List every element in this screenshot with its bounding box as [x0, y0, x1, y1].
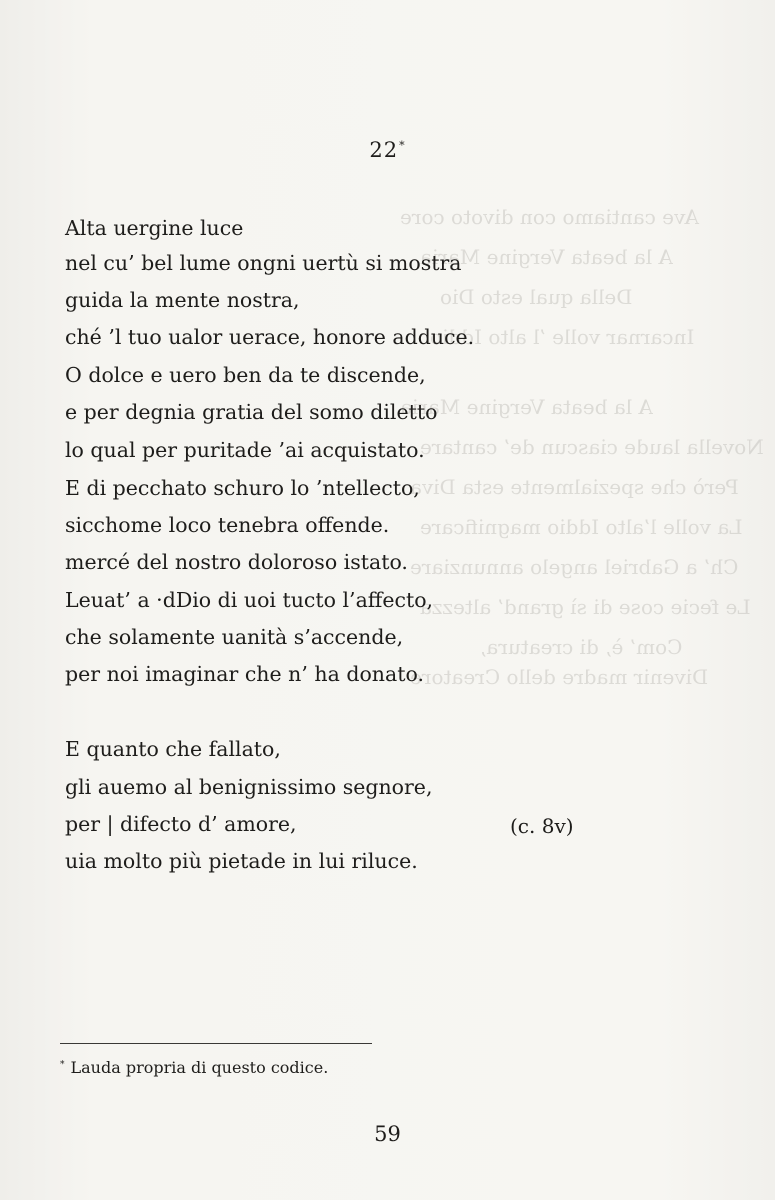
footnote-text: Lauda propria di questo codice. [70, 1058, 329, 1077]
verse-line: che solamente uanità s’accende, [65, 625, 404, 649]
verse-line: per noi imaginar che n’ ha donato. [65, 662, 424, 686]
show-through-text: Però che spezialmente esta Diva [410, 475, 739, 499]
verse-line: guida la mente nostra, [65, 288, 300, 312]
verse-line: Alta uergine luce [65, 216, 244, 240]
verse-line: uia molto più pietade in lui riluce. [65, 849, 418, 873]
show-through-text: Della qual esto Dio [440, 285, 633, 309]
show-through-text: Ch’ a Gabriel angelo annunziare [410, 555, 739, 579]
show-through-text: A la beata Vergine Maria [400, 395, 653, 419]
page-number: 59 [374, 1122, 401, 1146]
show-through-text: La volle l’alto Iddio magnificare [420, 515, 743, 539]
verse-line: nel cu’ bel lume ongni uertù si mostra [65, 251, 462, 275]
poem-number-value: 22 [369, 138, 399, 162]
footnote-mark: * [60, 1059, 65, 1070]
verse-line: e per degnia gratia del somo diletto [65, 400, 438, 424]
verse-line: gli auemo al benignissimo segnore, [65, 775, 433, 799]
footnote-reference-mark: * [399, 139, 406, 152]
footnote [60, 1058, 328, 1077]
verse-line: mercé del nostro doloroso istato. [65, 550, 408, 574]
verse-line: E quanto che fallato, [65, 737, 281, 761]
verse-line: sicchome loco tenebra offende. [65, 513, 390, 537]
verse-line: lo qual per puritade ’ai acquistato. [65, 438, 425, 462]
verse-line: per | difecto d’ amore, [65, 812, 297, 836]
show-through-text: Novella laude ciascun de’ cantare [420, 435, 764, 459]
verse-line: ché ’l tuo ualor uerace, honore adduce. [65, 325, 475, 349]
verse-line: Leuat’ a ·dDio di uoi tucto l’affecto, [65, 588, 434, 612]
verse-line: O dolce e uero ben da te discende, [65, 363, 426, 387]
show-through-text: Ave cantiamo con divoto core [400, 205, 699, 229]
verse-line: E di pecchato schuro lo ’ntellecto, [65, 476, 420, 500]
show-through-text: Incarnar volle ’l alto Iddio [430, 325, 695, 349]
show-through-text: A la beata Vergine Maria [420, 245, 673, 269]
footnote-divider [60, 1043, 372, 1044]
folio-reference: (c. 8v) [510, 814, 574, 838]
show-through-text: Le fecie cose di sì grand’ altezza [420, 595, 751, 619]
poem-number [0, 138, 775, 162]
show-through-text: Divenir madre dello Creatore [410, 665, 709, 689]
show-through-text: Com’ è, di creatura, [480, 635, 683, 659]
